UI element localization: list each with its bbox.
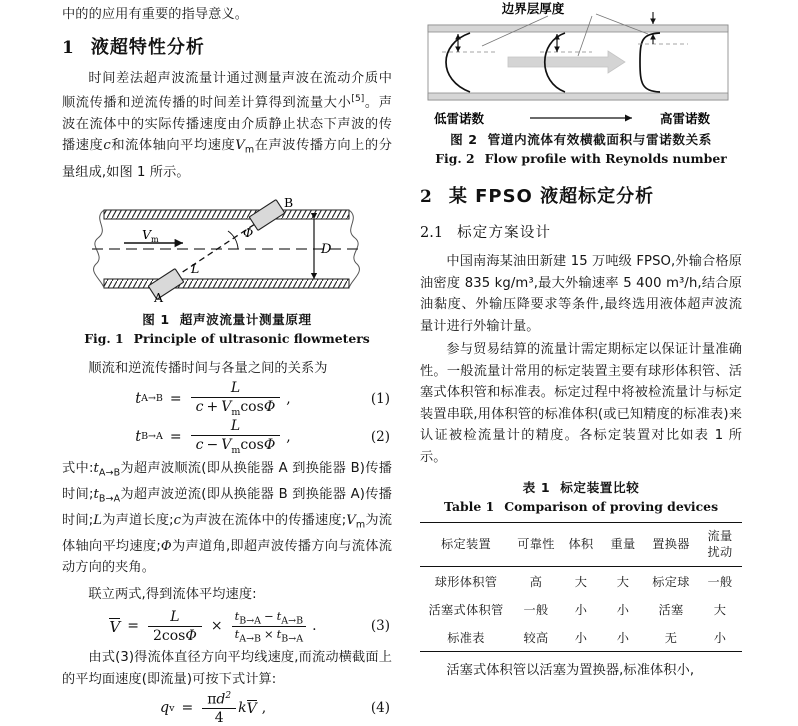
figure-1-graphic xyxy=(62,191,392,309)
eq3-f2-bot-a-sub: A→B xyxy=(239,633,262,645)
figure-1-caption-en xyxy=(62,329,392,348)
defs-t2-sub: B→A xyxy=(98,493,121,505)
eq3-f1-denominator xyxy=(148,627,202,644)
figure-2-graphic xyxy=(420,0,742,130)
eq2-numerator: L xyxy=(230,417,241,434)
table-cell: 较高 xyxy=(523,630,549,645)
eq1-den-cos: cos xyxy=(240,398,264,415)
defs-v-sub: m xyxy=(355,519,366,531)
paragraph-1-part-4: 在声波传播方向上的分量组成,如图 1 所示。 xyxy=(62,138,392,180)
table-header-cell-device: 标定装置 xyxy=(441,537,491,551)
eq2-den-v: V xyxy=(221,436,232,453)
eq4-lhs-sub: v xyxy=(169,702,175,714)
svg-text:B: B xyxy=(284,195,294,211)
table-header-row xyxy=(420,523,742,567)
eq3-f2-bot-b-sub: B→A xyxy=(281,633,304,645)
defs-t1: t xyxy=(93,460,99,476)
eq3-f1-phi: Φ xyxy=(185,627,197,644)
eq3-f1-numerator: L xyxy=(170,608,180,625)
subsection-2-1-title: 标定方案设计 xyxy=(457,225,552,241)
defs-seg-2: 为超声波逆流(即从换能器 B 到换能器 A)传播时间; xyxy=(62,486,392,528)
table-row xyxy=(420,595,742,623)
svg-text:m: m xyxy=(151,235,159,245)
eq4-d: d xyxy=(216,691,226,708)
figure-2-label-low-re: 低雷诺数 xyxy=(434,111,485,126)
eq3-f2-numerator xyxy=(232,609,307,626)
svg-text:A: A xyxy=(154,290,164,306)
eq2-den-c: c xyxy=(195,436,204,453)
table-1-caption-en-text: Comparison of proving devices xyxy=(504,499,719,514)
citation-ref-5: [5] xyxy=(351,94,365,104)
svg-text:V: V xyxy=(142,227,152,243)
table-cell: 高 xyxy=(529,574,543,589)
eq1-number: (1) xyxy=(370,390,390,407)
eq1-den-phi: Φ xyxy=(263,398,276,415)
svg-text:D: D xyxy=(321,242,332,258)
section-2-title: 某 FPSO 液超标定分析 xyxy=(448,186,655,207)
header-flow-line-1: 流量 xyxy=(707,529,733,543)
figure-1-caption-en-text: Principle of ultrasonic flowmeters xyxy=(133,331,370,347)
svg-text:Φ: Φ xyxy=(243,225,254,241)
symbol-vm: V xyxy=(235,138,245,154)
eq4-numerator xyxy=(202,691,236,709)
defs-t1-sub: A→B xyxy=(98,467,121,479)
paragraph-combine: 联立两式,得到流体平均速度: xyxy=(88,586,257,602)
eq3-fraction-1 xyxy=(148,609,202,644)
eq1-den-op: + xyxy=(206,398,219,415)
defs-t2: t xyxy=(93,486,99,502)
figure-1-caption-cn-label: 图 1 xyxy=(142,312,170,328)
figure-1-caption-cn-text: 超声波流量计测量原理 xyxy=(179,312,312,328)
eq1-denominator xyxy=(191,398,281,418)
right-paragraph-1: 中国南海某油田新建 15 万吨级 FPSO,外输合格原油密度 835 kg/m³,最大外输速率 5 400 m³/h,结合原油黏度、外输压降要求等条件,最终选用液体超声波流量计进行外输计量。 xyxy=(420,254,742,334)
eq3-lhs: V xyxy=(109,617,121,636)
eq3-times: × xyxy=(210,618,223,635)
equation-4 xyxy=(62,690,392,726)
eq1-fraction xyxy=(191,380,281,418)
section-2-number: 2 xyxy=(420,187,433,207)
eq3-equals: = xyxy=(127,618,139,635)
table-cell: 小 xyxy=(616,630,630,645)
table-header xyxy=(420,523,742,567)
table-1-caption-en-label: Table 1 xyxy=(443,499,495,514)
eq2-number: (2) xyxy=(370,428,390,445)
lead-in-equations: 顺流和逆流传播时间与各量之间的关系为 xyxy=(88,361,328,377)
figure-2-caption-cn-text: 管道内流体有效横截面积与雷诺数关系 xyxy=(487,132,712,147)
figure-2-caption-cn xyxy=(420,130,742,149)
defs-v: V xyxy=(346,512,356,528)
eq2-lhs: t xyxy=(135,428,142,445)
right-paragraph-3: 活塞式体积管以活塞为置换器,标准体积小, xyxy=(446,663,695,678)
right-paragraph-2: 参与贸易结算的流量计需定期标定以保证计量准确性。一般流量计常用的标定装置主要有球形体积管、活塞式体积管和标准表。标定过程中将被检流量计与标定装置串联,用体积管的标准体积(或已知精度的标准表)来认证被检流量计的精度。各标定装置对比如表 1 所示。 xyxy=(420,342,742,465)
eq4-comma: , xyxy=(261,700,267,717)
table-row xyxy=(420,623,742,652)
table-cell: 标准表 xyxy=(447,630,485,645)
table-cell: 活塞式体积管 xyxy=(428,602,504,617)
table-cell: 标定球 xyxy=(652,574,690,589)
eq4-d-exp: 2 xyxy=(225,690,232,701)
table-cell: 一般 xyxy=(707,574,733,589)
eq1-comma: , xyxy=(286,390,291,407)
defs-seg-1: 为超声波顺流(即从换能器 A 到换能器 B)传播时间; xyxy=(62,460,392,502)
table-header-cell-displacer: 置换器 xyxy=(652,537,690,551)
paragraph-1 xyxy=(62,68,392,184)
equation-1 xyxy=(62,380,392,418)
defs-c: c xyxy=(173,512,182,528)
header-flow-line-2: 扰动 xyxy=(707,545,733,559)
section-1-title: 液超特性分析 xyxy=(90,36,205,58)
eq3-f2-bot-b: t xyxy=(276,626,282,641)
table-body xyxy=(420,567,742,652)
defs-phi: Φ xyxy=(160,538,172,554)
table-cell: 大 xyxy=(574,574,588,589)
table-cell: 小 xyxy=(713,630,727,645)
eq4-k: k xyxy=(238,700,247,717)
figure-2-caption-cn-label: 图 2 xyxy=(450,132,478,147)
eq4-pi: π xyxy=(207,691,217,708)
eq1-den-c: c xyxy=(195,398,204,415)
table-header-cell-reliability: 可靠性 xyxy=(517,537,555,551)
section-1-number: 1 xyxy=(62,37,75,58)
figure-2-caption-en xyxy=(420,149,742,168)
right-column xyxy=(420,0,742,682)
eq3-period: . xyxy=(312,618,317,635)
subsection-2-1-number: 2.1 xyxy=(420,225,444,241)
eq1-numerator: L xyxy=(230,379,241,396)
table-cell: 小 xyxy=(574,602,588,617)
defs-l: L xyxy=(93,512,103,528)
eq1-den-v: V xyxy=(221,398,232,415)
eq2-lhs-sub: B→A xyxy=(141,431,163,443)
defs-seg-6: 为声道角,即超声波传播方向与流体流动方向的夹角。 xyxy=(62,538,392,576)
eq3-f2-top-b: t xyxy=(276,608,282,623)
eq2-comma: , xyxy=(286,428,291,445)
figure-2-caption-en-label: Fig. 2 xyxy=(435,151,475,166)
table-1-caption-en xyxy=(420,497,742,516)
eq4-number: (4) xyxy=(370,700,390,717)
paragraph-1-part-1: 时间差法超声波流量计通过测量声波在流动介质中顺流传播和逆流传播的时间差计算得到流量大小 xyxy=(62,70,392,111)
eq4-lhs: q xyxy=(159,700,170,717)
table-header-cell-volume: 体积 xyxy=(568,537,594,551)
eq1-lhs: t xyxy=(135,390,142,407)
table-row xyxy=(420,567,742,596)
svg-text:L: L xyxy=(191,261,200,277)
eq3-f2-minus: − xyxy=(264,608,274,623)
symbol-c: c xyxy=(103,138,111,154)
eq2-den-v-sub: m xyxy=(231,444,241,456)
table-header-cell-weight: 重量 xyxy=(610,537,636,551)
paragraph-1-part-2: 。声波在流体中的实际传播速度由介质静止状态下声波的传播速度 xyxy=(62,95,392,154)
figure-2-caption-en-text: Flow profile with Reynolds number xyxy=(484,151,727,166)
symbol-vm-subscript: m xyxy=(244,145,255,157)
defs-seg-4: 为声波在流体中的传播速度; xyxy=(181,512,347,528)
proving-devices-table xyxy=(420,522,742,652)
figure-2-label-high-re: 高雷诺数 xyxy=(660,111,711,126)
eq4-fraction xyxy=(202,691,236,726)
table-cell: 一般 xyxy=(523,602,549,617)
eq3-f2-bot-times: × xyxy=(264,626,274,641)
figure-1-caption-cn xyxy=(62,310,392,329)
eq2-den-phi: Φ xyxy=(263,436,276,453)
eq2-den-cos: cos xyxy=(240,436,264,453)
eq3-f2-top-a: t xyxy=(234,608,240,623)
defs-seg-5: 为流体轴向平均速度; xyxy=(62,512,392,554)
eq1-den-v-sub: m xyxy=(231,406,241,418)
figure-2-svg xyxy=(420,0,742,130)
eq2-equals: = xyxy=(169,428,182,445)
eq4-equals: = xyxy=(181,700,194,717)
table-cell: 无 xyxy=(664,630,678,645)
paragraph-1-part-3: 和流体轴向平均速度 xyxy=(110,138,236,154)
table-cell: 球形体积管 xyxy=(434,574,498,589)
eq3-f2-denominator xyxy=(232,627,307,644)
left-column xyxy=(62,0,392,726)
table-1-caption-cn-text: 标定装置比较 xyxy=(560,480,640,495)
eq2-den-op: − xyxy=(206,436,219,453)
table-1-caption-cn-label: 表 1 xyxy=(522,480,551,495)
defs-seg-3: 为声道长度; xyxy=(102,512,174,528)
table-cell: 小 xyxy=(574,630,588,645)
defs-prefix: 式中: xyxy=(62,460,94,476)
opening-paragraph: 中的的应用有重要的指导意义。 xyxy=(62,7,249,22)
eq3-f2-top-a-sub: B→A xyxy=(239,614,262,626)
figure-1-svg xyxy=(62,191,392,309)
eq1-lhs-sub: A→B xyxy=(141,393,163,405)
table-header-cell-flow-disturbance xyxy=(698,523,742,567)
eq3-number: (3) xyxy=(370,618,390,635)
eq3-f1-2cos: 2cos xyxy=(153,627,186,644)
eq2-fraction xyxy=(191,418,281,456)
table-cell: 大 xyxy=(713,602,727,617)
equation-3 xyxy=(62,605,392,647)
equation-2 xyxy=(62,418,392,456)
eq1-equals: = xyxy=(169,390,182,407)
section-1-heading xyxy=(62,35,392,61)
subsection-2-1-heading xyxy=(420,221,742,245)
figure-2-label-top: 边界层厚度 xyxy=(501,1,565,16)
table-cell: 大 xyxy=(616,574,630,589)
eq3-f2-top-b-sub: A→B xyxy=(281,614,304,626)
table-cell: 小 xyxy=(616,602,630,617)
paragraph-after-eq3: 由式(3)得流体直径方向平均线速度,而流动横截面上的平均面速度(即流量)可按下式计算: xyxy=(62,650,392,687)
table-1-caption-cn xyxy=(420,478,742,497)
figure-1-caption-en-label: Fig. 1 xyxy=(84,331,124,347)
eq4-denominator: 4 xyxy=(214,710,224,726)
eq3-fraction-2 xyxy=(232,609,307,645)
eq3-f2-bot-a: t xyxy=(234,626,240,641)
table-cell: 活塞 xyxy=(658,602,684,617)
section-2-heading xyxy=(420,184,742,210)
definitions-paragraph xyxy=(62,458,392,579)
eq4-vbar: V xyxy=(246,701,257,718)
eq2-denominator xyxy=(191,436,281,456)
